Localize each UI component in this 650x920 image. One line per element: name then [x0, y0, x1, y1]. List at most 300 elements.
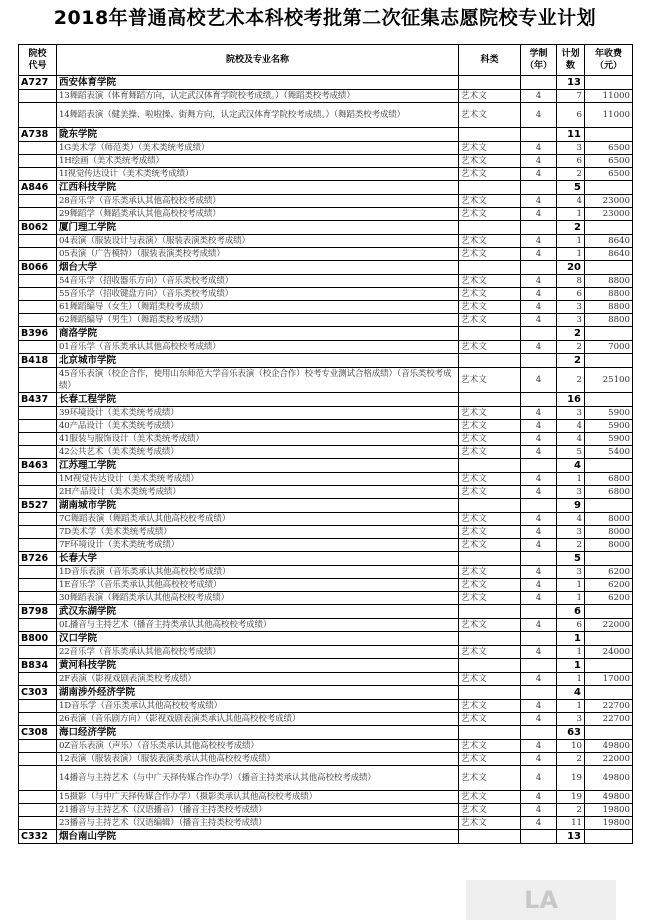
- institution-type-cell: [459, 128, 521, 142]
- major-plan: 3: [557, 407, 585, 420]
- major-fee: 5900: [585, 407, 633, 420]
- institution-fee-cell: [585, 552, 633, 566]
- major-fee: 22000: [585, 619, 633, 632]
- institution-code: B726: [19, 552, 57, 566]
- major-years: 4: [521, 288, 557, 301]
- major-fee: 8800: [585, 275, 633, 288]
- institution-years-cell: [521, 221, 557, 235]
- major-plan: 1: [557, 208, 585, 221]
- major-name: 22音乐学（音乐类承认其他高校校考成绩）: [57, 646, 459, 659]
- major-fee: 8000: [585, 526, 633, 539]
- major-plan: 4: [557, 513, 585, 526]
- major-fee: 49800: [585, 766, 633, 791]
- institution-years-cell: [521, 605, 557, 619]
- major-years: 4: [521, 486, 557, 499]
- major-years: 4: [521, 142, 557, 155]
- major-years: 4: [521, 420, 557, 433]
- major-fee: 8800: [585, 314, 633, 327]
- major-code-cell: [19, 539, 57, 552]
- institution-plan-total: 2: [557, 221, 585, 235]
- institution-fee-cell: [585, 605, 633, 619]
- major-fee: 24000: [585, 646, 633, 659]
- major-years: 4: [521, 155, 557, 168]
- institution-code: B527: [19, 499, 57, 513]
- major-row: [19, 791, 633, 804]
- major-fee: 49800: [585, 791, 633, 804]
- major-code-cell: [19, 314, 57, 327]
- major-plan: 6: [557, 619, 585, 632]
- institution-type-cell: [459, 552, 521, 566]
- institution-years-cell: [521, 659, 557, 673]
- major-code-cell: [19, 235, 57, 248]
- major-plan: 4: [557, 420, 585, 433]
- major-name: 1D音乐学（音乐类承认其他高校校考成绩）: [57, 700, 459, 713]
- plan-table: [18, 44, 633, 844]
- major-plan: 5: [557, 446, 585, 459]
- major-years: 4: [521, 700, 557, 713]
- major-row: [19, 446, 633, 459]
- major-years: 4: [521, 301, 557, 314]
- institution-plan-total: 11: [557, 128, 585, 142]
- header-code: 院校 代号: [19, 45, 57, 76]
- major-row: [19, 619, 633, 632]
- major-fee: 19800: [585, 804, 633, 817]
- major-years: 4: [521, 592, 557, 605]
- major-plan: 6: [557, 155, 585, 168]
- institution-years-cell: [521, 181, 557, 195]
- institution-row: [19, 459, 633, 473]
- institution-type-cell: [459, 261, 521, 275]
- institution-plan-total: 9: [557, 499, 585, 513]
- major-years: 4: [521, 314, 557, 327]
- major-plan: 1: [557, 700, 585, 713]
- major-code-cell: [19, 646, 57, 659]
- major-fee: 25100: [585, 368, 633, 393]
- institution-fee-cell: [585, 261, 633, 275]
- header-plan: 计划 数: [557, 45, 585, 76]
- institution-type-cell: [459, 686, 521, 700]
- institution-years-cell: [521, 76, 557, 90]
- institution-type-cell: [459, 499, 521, 513]
- institution-fee-cell: [585, 393, 633, 407]
- institution-row: [19, 686, 633, 700]
- institution-code: B834: [19, 659, 57, 673]
- major-code-cell: [19, 513, 57, 526]
- major-years: 4: [521, 526, 557, 539]
- institution-name: 长春工程学院: [57, 393, 459, 407]
- major-plan: 1: [557, 673, 585, 686]
- institution-row: [19, 181, 633, 195]
- institution-row: [19, 393, 633, 407]
- institution-fee-cell: [585, 659, 633, 673]
- institution-type-cell: [459, 393, 521, 407]
- major-code-cell: [19, 700, 57, 713]
- institution-row: [19, 76, 633, 90]
- major-code-cell: [19, 592, 57, 605]
- institution-name: 黄河科技学院: [57, 659, 459, 673]
- major-plan: 1: [557, 579, 585, 592]
- institution-fee-cell: [585, 726, 633, 740]
- institution-name: 汉口学院: [57, 632, 459, 646]
- major-type: 艺术文: [459, 592, 521, 605]
- major-code-cell: [19, 275, 57, 288]
- major-years: 4: [521, 168, 557, 181]
- major-code-cell: [19, 90, 57, 103]
- major-name: 14舞蹈表演（健美操、啦啦操、街舞方向，认定武汉体育学院校考成绩。）（舞蹈类校考成绩）: [57, 103, 459, 128]
- major-fee: 23000: [585, 208, 633, 221]
- institution-code: C332: [19, 830, 57, 844]
- major-row: [19, 407, 633, 420]
- major-type: 艺术文: [459, 713, 521, 726]
- institution-years-cell: [521, 552, 557, 566]
- institution-row: [19, 726, 633, 740]
- major-type: 艺术文: [459, 486, 521, 499]
- major-type: 艺术文: [459, 168, 521, 181]
- institution-plan-total: 4: [557, 459, 585, 473]
- major-row: [19, 817, 633, 830]
- institution-name: 江苏理工学院: [57, 459, 459, 473]
- major-code-cell: [19, 368, 57, 393]
- major-name: 14播音与主持艺术（与中广天择传媒合作办学）（播音主持类承认其他高校校考成绩）: [57, 766, 459, 791]
- major-years: 4: [521, 341, 557, 354]
- major-name: 05表演（广告模特）（服装表演类校考成绩）: [57, 248, 459, 261]
- major-plan: 3: [557, 713, 585, 726]
- major-plan: 2: [557, 804, 585, 817]
- major-row: [19, 103, 633, 128]
- major-row: [19, 513, 633, 526]
- institution-plan-total: 4: [557, 686, 585, 700]
- major-years: 4: [521, 713, 557, 726]
- major-name: 1M视觉传达设计（美术类统考成绩）: [57, 473, 459, 486]
- major-name: 2H产品设计（美术类统考成绩）: [57, 486, 459, 499]
- major-fee: 11000: [585, 90, 633, 103]
- major-type: 艺术文: [459, 673, 521, 686]
- major-plan: 19: [557, 766, 585, 791]
- institution-code: A846: [19, 181, 57, 195]
- institution-type-cell: [459, 659, 521, 673]
- major-name: 54音乐学（招收器乐方向）（音乐类校考成绩）: [57, 275, 459, 288]
- institution-fee-cell: [585, 181, 633, 195]
- major-fee: 23000: [585, 195, 633, 208]
- major-plan: 3: [557, 314, 585, 327]
- major-name: 13舞蹈表演（体育舞蹈方向，认定武汉体育学院校考成绩。）（舞蹈类校考成绩）: [57, 90, 459, 103]
- institution-code: C308: [19, 726, 57, 740]
- major-row: [19, 526, 633, 539]
- institution-plan-total: 6: [557, 605, 585, 619]
- major-fee: 6200: [585, 579, 633, 592]
- institution-name: 西安体育学院: [57, 76, 459, 90]
- major-code-cell: [19, 791, 57, 804]
- major-type: 艺术文: [459, 433, 521, 446]
- institution-type-cell: [459, 221, 521, 235]
- major-years: 4: [521, 446, 557, 459]
- institution-code: B798: [19, 605, 57, 619]
- major-row: [19, 753, 633, 766]
- major-years: 4: [521, 619, 557, 632]
- institution-years-cell: [521, 632, 557, 646]
- major-name: 7C舞蹈表演（舞蹈类承认其他高校校考成绩）: [57, 513, 459, 526]
- page-title: 2018年普通高校艺术本科校考批第二次征集志愿院校专业计划: [53, 7, 597, 29]
- major-name: 39环境设计（美术类统考成绩）: [57, 407, 459, 420]
- major-name: 23播音与主持艺术（汉语编辑）（播音主持类校考成绩）: [57, 817, 459, 830]
- institution-plan-total: 1: [557, 632, 585, 646]
- institution-fee-cell: [585, 686, 633, 700]
- major-code-cell: [19, 753, 57, 766]
- major-type: 艺术文: [459, 646, 521, 659]
- institution-row: [19, 499, 633, 513]
- major-plan: 1: [557, 473, 585, 486]
- major-years: 4: [521, 566, 557, 579]
- major-fee: 17000: [585, 673, 633, 686]
- major-fee: 6800: [585, 486, 633, 499]
- major-fee: 8640: [585, 248, 633, 261]
- institution-fee-cell: [585, 632, 633, 646]
- institution-code: B062: [19, 221, 57, 235]
- major-type: 艺术文: [459, 753, 521, 766]
- major-row: [19, 195, 633, 208]
- major-name: 21播音与主持艺术（汉语播音）（播音主持类校考成绩）: [57, 804, 459, 817]
- major-years: 4: [521, 103, 557, 128]
- major-years: 4: [521, 195, 557, 208]
- major-fee: 8000: [585, 513, 633, 526]
- major-code-cell: [19, 195, 57, 208]
- major-row: [19, 646, 633, 659]
- institution-name: 长春大学: [57, 552, 459, 566]
- major-plan: 2: [557, 368, 585, 393]
- major-name: 42公共艺术（美术类统考成绩）: [57, 446, 459, 459]
- major-row: [19, 90, 633, 103]
- major-years: 4: [521, 673, 557, 686]
- major-name: 1E音乐学（音乐类承认其他高校校考成绩）: [57, 579, 459, 592]
- major-code-cell: [19, 473, 57, 486]
- institution-fee-cell: [585, 327, 633, 341]
- institution-years-cell: [521, 128, 557, 142]
- major-code-cell: [19, 407, 57, 420]
- major-row: [19, 766, 633, 791]
- institution-type-cell: [459, 327, 521, 341]
- major-type: 艺术文: [459, 700, 521, 713]
- major-code-cell: [19, 740, 57, 753]
- major-plan: 4: [557, 433, 585, 446]
- header-fee: 年收费 （元）: [585, 45, 633, 76]
- major-type: 艺术文: [459, 817, 521, 830]
- major-fee: 22000: [585, 753, 633, 766]
- institution-fee-cell: [585, 221, 633, 235]
- institution-plan-total: 13: [557, 76, 585, 90]
- major-fee: 5400: [585, 446, 633, 459]
- major-type: 艺术文: [459, 90, 521, 103]
- major-years: 4: [521, 791, 557, 804]
- institution-type-cell: [459, 354, 521, 368]
- institution-type-cell: [459, 726, 521, 740]
- institution-code: B437: [19, 393, 57, 407]
- major-plan: 6: [557, 288, 585, 301]
- major-plan: 11: [557, 817, 585, 830]
- major-plan: 1: [557, 235, 585, 248]
- major-row: [19, 740, 633, 753]
- major-code-cell: [19, 433, 57, 446]
- major-type: 艺术文: [459, 208, 521, 221]
- major-type: 艺术文: [459, 142, 521, 155]
- major-plan: 3: [557, 486, 585, 499]
- major-name: 28音乐学（音乐类承认其他高校校考成绩）: [57, 195, 459, 208]
- major-plan: 6: [557, 103, 585, 128]
- major-plan: 1: [557, 248, 585, 261]
- header-years: 学制 （年）: [521, 45, 557, 76]
- major-type: 艺术文: [459, 155, 521, 168]
- major-fee: 6500: [585, 155, 633, 168]
- major-type: 艺术文: [459, 791, 521, 804]
- major-row: [19, 700, 633, 713]
- major-fee: 11000: [585, 103, 633, 128]
- major-row: [19, 155, 633, 168]
- major-fee: 19800: [585, 817, 633, 830]
- institution-plan-total: 13: [557, 830, 585, 844]
- major-row: [19, 566, 633, 579]
- institution-code: B463: [19, 459, 57, 473]
- major-code-cell: [19, 486, 57, 499]
- institution-row: [19, 605, 633, 619]
- major-row: [19, 341, 633, 354]
- institution-fee-cell: [585, 459, 633, 473]
- major-row: [19, 713, 633, 726]
- major-years: 4: [521, 407, 557, 420]
- major-code-cell: [19, 766, 57, 791]
- major-years: 4: [521, 235, 557, 248]
- major-name: 40产品设计（美术类统考成绩）: [57, 420, 459, 433]
- institution-name: 商洛学院: [57, 327, 459, 341]
- institution-years-cell: [521, 830, 557, 844]
- institution-plan-total: 20: [557, 261, 585, 275]
- table-header-row: [19, 45, 633, 76]
- institution-name: 武汉东湖学院: [57, 605, 459, 619]
- institution-years-cell: [521, 327, 557, 341]
- institution-type-cell: [459, 632, 521, 646]
- major-name: 01音乐学（音乐类承认其他高校校考成绩）: [57, 341, 459, 354]
- major-years: 4: [521, 513, 557, 526]
- major-code-cell: [19, 142, 57, 155]
- institution-row: [19, 221, 633, 235]
- major-name: 15摄影（与中广天择传媒合作办学）（摄影类承认其他高校校考成绩）: [57, 791, 459, 804]
- major-row: [19, 248, 633, 261]
- major-type: 艺术文: [459, 341, 521, 354]
- major-row: [19, 539, 633, 552]
- watermark-logo: LA: [466, 880, 616, 920]
- major-type: 艺术文: [459, 473, 521, 486]
- institution-code: C303: [19, 686, 57, 700]
- major-fee: 8000: [585, 539, 633, 552]
- major-name: 26表演（音乐剧方向）（影视戏剧表演类承认其他高校校考成绩）: [57, 713, 459, 726]
- major-fee: 6800: [585, 473, 633, 486]
- major-fee: 7000: [585, 341, 633, 354]
- major-name: 2F表演（影视戏剧表演类校考成绩）: [57, 673, 459, 686]
- major-years: 4: [521, 740, 557, 753]
- major-row: [19, 275, 633, 288]
- institution-code: A727: [19, 76, 57, 90]
- institution-plan-total: 63: [557, 726, 585, 740]
- major-years: 4: [521, 646, 557, 659]
- major-name: 30舞蹈表演（舞蹈类承认其他高校校考成绩）: [57, 592, 459, 605]
- major-type: 艺术文: [459, 368, 521, 393]
- major-fee: 6500: [585, 142, 633, 155]
- major-row: [19, 579, 633, 592]
- major-plan: 4: [557, 195, 585, 208]
- institution-years-cell: [521, 459, 557, 473]
- major-row: [19, 420, 633, 433]
- institution-code: B066: [19, 261, 57, 275]
- major-type: 艺术文: [459, 526, 521, 539]
- major-name: 7D美术学（美术类统考成绩）: [57, 526, 459, 539]
- institution-name: 海口经济学院: [57, 726, 459, 740]
- major-name: 0L播音与主持艺术（播音主持类承认其他高校校考成绩）: [57, 619, 459, 632]
- major-row: [19, 142, 633, 155]
- major-code-cell: [19, 155, 57, 168]
- major-fee: 5900: [585, 420, 633, 433]
- institution-years-cell: [521, 354, 557, 368]
- major-code-cell: [19, 566, 57, 579]
- major-code-cell: [19, 288, 57, 301]
- major-type: 艺术文: [459, 275, 521, 288]
- major-plan: 3: [557, 526, 585, 539]
- major-fee: 6200: [585, 592, 633, 605]
- institution-type-cell: [459, 830, 521, 844]
- major-type: 艺术文: [459, 513, 521, 526]
- institution-years-cell: [521, 499, 557, 513]
- major-row: [19, 592, 633, 605]
- major-name: 41服装与服饰设计（美术类统考成绩）: [57, 433, 459, 446]
- major-code-cell: [19, 301, 57, 314]
- major-fee: 22700: [585, 713, 633, 726]
- major-name: 12表演（服装表演）（服装表演类承认其他高校校考成绩）: [57, 753, 459, 766]
- institution-name: 烟台大学: [57, 261, 459, 275]
- institution-code: B396: [19, 327, 57, 341]
- major-fee: 22700: [585, 700, 633, 713]
- major-code-cell: [19, 168, 57, 181]
- major-code-cell: [19, 526, 57, 539]
- institution-name: 湖南城市学院: [57, 499, 459, 513]
- major-type: 艺术文: [459, 579, 521, 592]
- major-code-cell: [19, 446, 57, 459]
- major-row: [19, 368, 633, 393]
- major-row: [19, 288, 633, 301]
- major-code-cell: [19, 817, 57, 830]
- institution-code: A738: [19, 128, 57, 142]
- institution-plan-total: 2: [557, 327, 585, 341]
- institution-fee-cell: [585, 830, 633, 844]
- institution-type-cell: [459, 76, 521, 90]
- major-years: 4: [521, 248, 557, 261]
- major-code-cell: [19, 341, 57, 354]
- major-name: 1H绘画（美术类统考成绩）: [57, 155, 459, 168]
- institution-fee-cell: [585, 354, 633, 368]
- institution-code: B800: [19, 632, 57, 646]
- major-row: [19, 486, 633, 499]
- major-row: [19, 314, 633, 327]
- major-type: 艺术文: [459, 235, 521, 248]
- institution-plan-total: 5: [557, 181, 585, 195]
- major-name: 62舞蹈编导（男生）（舞蹈类校考成绩）: [57, 314, 459, 327]
- major-fee: 8800: [585, 301, 633, 314]
- major-name: 1D音乐表演（音乐类承认其他高校校考成绩）: [57, 566, 459, 579]
- institution-plan-total: 1: [557, 659, 585, 673]
- institution-row: [19, 659, 633, 673]
- major-fee: 8640: [585, 235, 633, 248]
- major-row: [19, 208, 633, 221]
- major-code-cell: [19, 420, 57, 433]
- major-code-cell: [19, 804, 57, 817]
- major-plan: 2: [557, 753, 585, 766]
- major-fee: 6500: [585, 168, 633, 181]
